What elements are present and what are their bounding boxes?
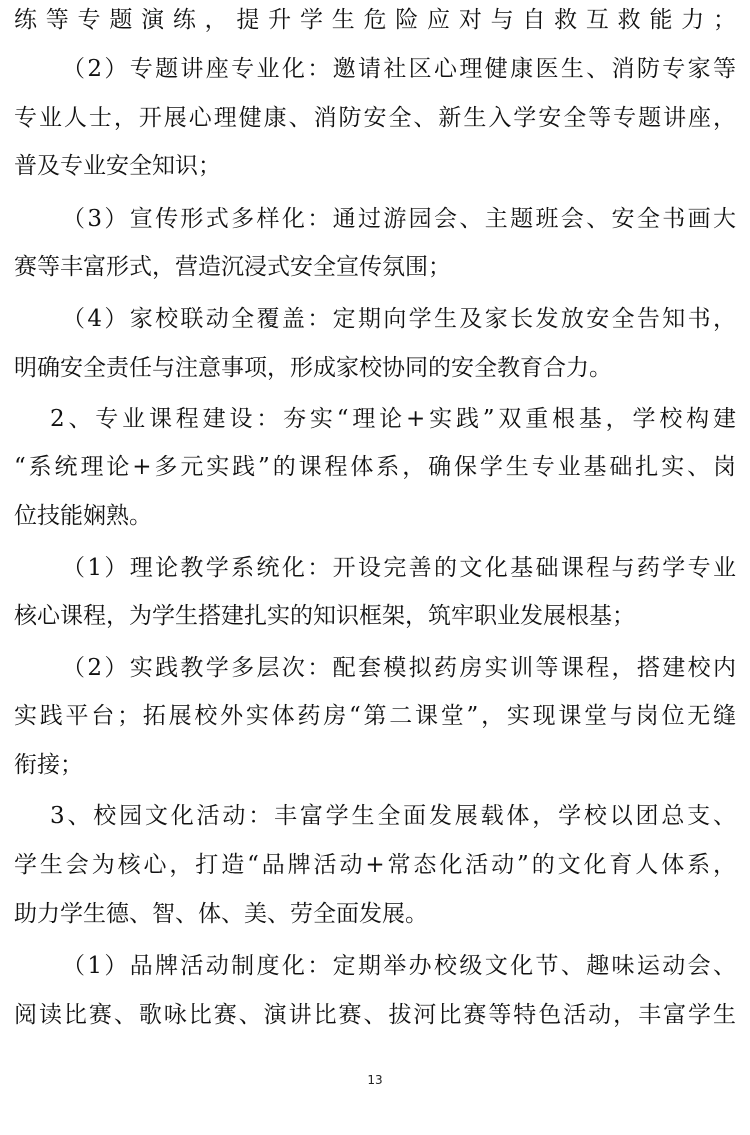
- text-line: （2）实践教学多层次：配套模拟药房实训等课程，搭建校内: [62, 655, 736, 681]
- text-line: （1）理论教学系统化：开设完善的文化基础课程与药学专业: [62, 555, 736, 581]
- text-line: （2）专题讲座专业化：邀请社区心理健康医生、消防专家等: [62, 56, 736, 82]
- text-line: 练等专题演练，提升学生危险应对与自救互救能力；: [14, 7, 736, 33]
- page-number: 13: [367, 1073, 383, 1087]
- text-line: （1）品牌活动制度化：定期举办校级文化节、趣味运动会、: [62, 953, 736, 979]
- text-line: （4）家校联动全覆盖：定期向学生及家长发放安全告知书，: [62, 306, 736, 332]
- text-line: 赛等丰富形式，营造沉浸式安全宣传氛围；: [14, 254, 451, 280]
- text-line: 阅读比赛、歌咏比赛、演讲比赛、拔河比赛等特色活动，丰富学生: [14, 1002, 736, 1028]
- text-line: 普及专业安全知识；: [14, 153, 221, 179]
- text-line: 衔接；: [14, 752, 83, 778]
- text-line: 核心课程，为学生搭建扎实的知识框架，筑牢职业发展根基；: [14, 603, 635, 629]
- text-line: 3、校园文化活动：丰富学生全面发展载体，学校以团总支、: [50, 803, 736, 829]
- text-line: 明确安全责任与注意事项，形成家校协同的安全教育合力。: [14, 355, 612, 381]
- text-line: 学生会为核心，打造“品牌活动+常态化活动”的文化育人体系，: [14, 852, 736, 878]
- text-line: 专业人士，开展心理健康、消防安全、新生入学安全等专题讲座，: [14, 105, 736, 131]
- text-line: “系统理论+多元实践”的课程体系，确保学生专业基础扎实、岗: [14, 454, 736, 480]
- text-line: 实践平台；拓展校外实体药房“第二课堂”，实现课堂与岗位无缝: [14, 703, 736, 729]
- text-line: 助力学生德、智、体、美、劳全面发展。: [14, 901, 428, 927]
- text-line: 2、专业课程建设：夯实“理论+实践”双重根基，学校构建: [50, 406, 736, 432]
- text-line: （3）宣传形式多样化：通过游园会、主题班会、安全书画大: [62, 206, 736, 232]
- text-line: 位技能娴熟。: [14, 503, 152, 529]
